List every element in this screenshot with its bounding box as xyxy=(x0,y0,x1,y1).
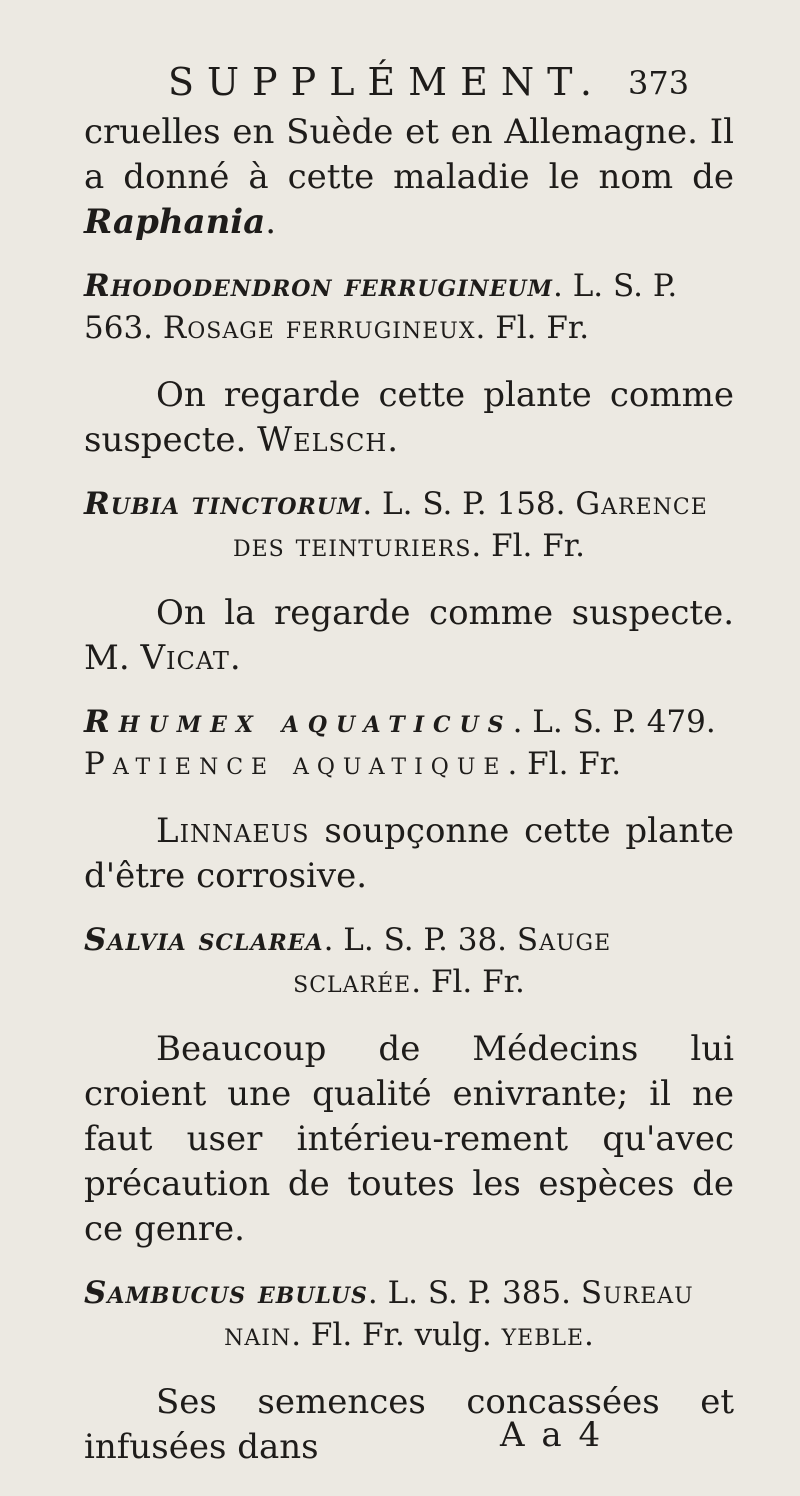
flora-reference: . Fl. Fr. xyxy=(471,528,586,564)
entry-heading-line-2 xyxy=(84,961,734,1003)
page-header xyxy=(168,60,768,104)
entry-body: On regarde cette plante comme suspecte. xyxy=(84,375,734,460)
intro-line-1: cruelles en Suède et en Allemagne. Il a xyxy=(84,112,734,197)
entry-heading xyxy=(84,265,734,307)
reference: . L. S. P. 38. xyxy=(323,922,508,958)
entry-author: Vicat xyxy=(140,638,230,678)
common-name-continued: nain xyxy=(224,1317,292,1353)
entry-text xyxy=(84,809,734,899)
entry-heading-line-2 xyxy=(84,743,734,785)
flora-reference: . Fl. Fr. xyxy=(475,310,590,346)
latin-name: Rubia tinctorum xyxy=(84,486,363,522)
intro-paragraph xyxy=(84,110,734,245)
common-name: Garence xyxy=(575,486,708,522)
reference-page: 563. xyxy=(84,310,154,346)
common-name: Rosage ferrugineux xyxy=(162,310,476,346)
latin-name: Rhumex aquaticus xyxy=(84,704,513,740)
common-name-continued: des teinturiers xyxy=(232,528,472,564)
entry-heading xyxy=(84,1272,734,1314)
entry-text xyxy=(84,373,734,463)
printer-signature: A a 4 xyxy=(500,1415,601,1455)
entry-text xyxy=(84,591,734,681)
flora-reference: . Fl. Fr. vulg. xyxy=(291,1317,492,1353)
entry-body: On la regarde comme suspecte. M. xyxy=(84,593,734,678)
entry-rhumex xyxy=(84,701,734,785)
entry-sambucus xyxy=(84,1272,734,1356)
intro-line-2: donné à cette maladie le nom de xyxy=(123,157,734,197)
entry-author-end: . xyxy=(229,638,241,678)
flora-reference: . Fl. Fr. xyxy=(507,746,622,782)
entry-heading-line-2 xyxy=(84,525,734,567)
entry-author: Welsch xyxy=(257,420,388,460)
reference: . L. S. P. 479. xyxy=(512,704,716,740)
page-body xyxy=(84,110,734,1470)
intro-disease-name: Raphania xyxy=(84,202,266,242)
entry-author-end: . xyxy=(387,420,399,460)
entry-salvia xyxy=(84,919,734,1003)
common-name: Sureau xyxy=(580,1275,694,1311)
common-name-continued: sclarée xyxy=(293,964,412,1000)
entry-heading-line-2 xyxy=(84,1314,734,1356)
entry-rubia xyxy=(84,483,734,567)
latin-name: Sambucus ebulus xyxy=(84,1275,368,1311)
entry-heading xyxy=(84,701,734,743)
flora-reference: . Fl. Fr. xyxy=(411,964,525,1000)
common-name: Patience aquatique xyxy=(84,746,508,782)
latin-name: Rhododendron ferrugineum xyxy=(84,268,553,304)
page-number: 373 xyxy=(628,64,690,102)
reference: . L. S. P. xyxy=(552,268,678,304)
reference: . L. S. P. 385. xyxy=(367,1275,572,1311)
entry-text: Ses semences concassées et infusées dans xyxy=(84,1382,734,1467)
common-name: Sauge xyxy=(516,922,612,958)
entry-text: Beaucoup de Médecins lui croient une qualité enivrante; il ne faut user intérieu-rement qu'avec précaution de toutes les espèces de ce genre. xyxy=(84,1029,734,1249)
vulgar-name: yeble xyxy=(501,1317,585,1353)
latin-name: Salvia sclarea xyxy=(84,922,324,958)
intro-line-2-end: . xyxy=(265,202,277,242)
vulgar-name-end: . xyxy=(584,1317,594,1353)
entry-heading xyxy=(84,919,734,961)
entry-body: soupçonne cette plante d'être corrosive. xyxy=(84,811,735,896)
entry-author: Linnaeus xyxy=(156,811,310,851)
entry-heading-line-2 xyxy=(84,307,734,349)
reference: . L. S. P. 158. xyxy=(362,486,566,522)
entry-rhododendron xyxy=(84,265,734,349)
entry-heading xyxy=(84,483,734,525)
running-title: SUPPLÉMENT. xyxy=(168,60,605,104)
